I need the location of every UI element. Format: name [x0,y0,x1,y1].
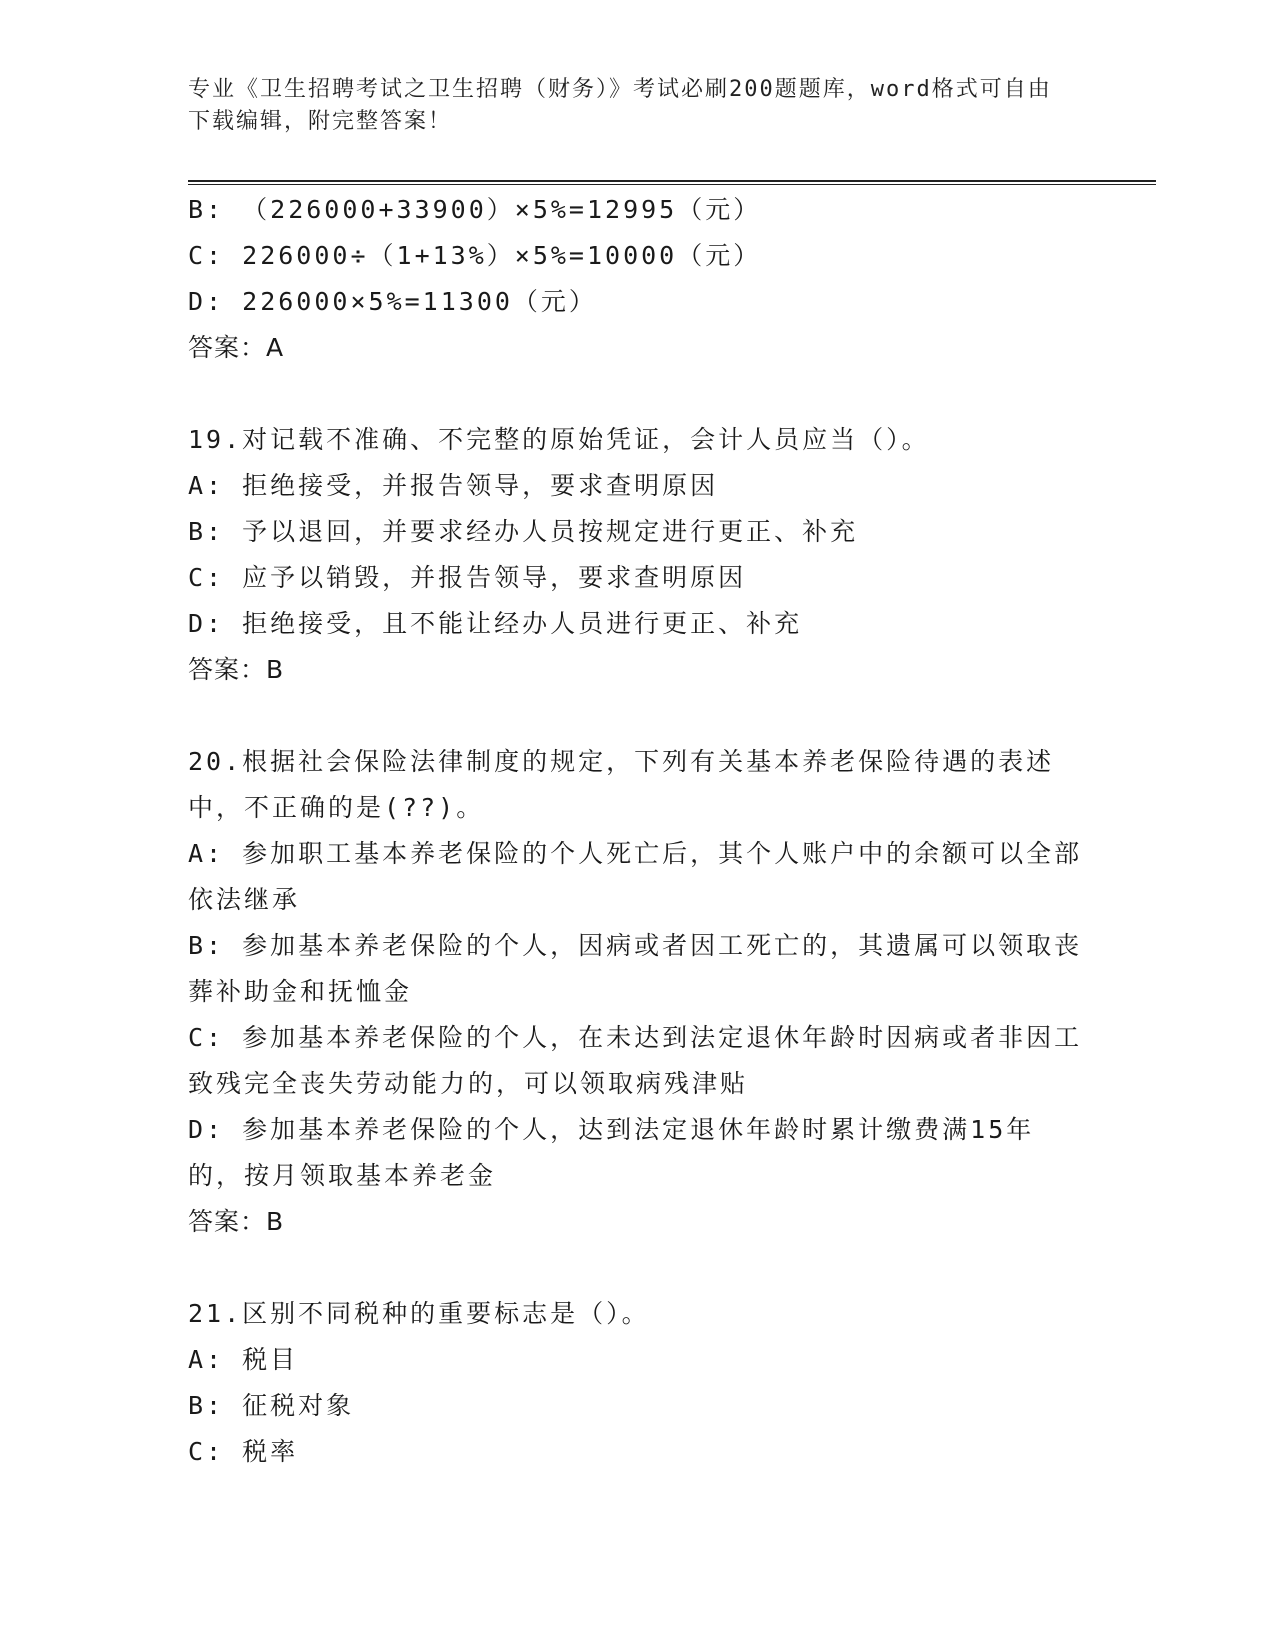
question-19-block [188,417,1088,693]
header-divider-thin [188,184,1156,185]
question-text: 19.对记载不准确、不完整的原始凭证，会计人员应当（）。 [188,425,930,454]
option-b: B: 参加基本养老保险的个人，因病或者因工死亡的，其遗属可以领取丧葬补助金和抚恤金 [188,931,1083,1006]
spacer [188,371,1088,417]
option-a: A: 参加职工基本养老保险的个人死亡后，其个人账户中的余额可以全部依法继承 [188,839,1083,914]
option-b: B: 征税对象 [188,1391,355,1420]
answer: 答案：B [188,655,285,684]
question-content [188,187,1088,1475]
option-b: B: 予以退回，并要求经办人员按规定进行更正、补充 [188,517,859,546]
answer: 答案：A [188,333,285,362]
header-divider [188,180,1156,182]
previous-question-block [188,187,1088,371]
option-c: C: 应予以销毁，并报告领导，要求查明原因 [188,563,747,592]
question-20-block [188,739,1088,1245]
option-b: B: （226000+33900）×5%=12995（元） [188,195,762,224]
answer: 答案：B [188,1207,285,1236]
option-c: C: 税率 [188,1437,299,1466]
page-header: 专业《卫生招聘考试之卫生招聘（财务）》考试必刷200题题库，word格式可自由下载编辑，附完整答案！ [188,77,1052,134]
spacer [188,1245,1088,1291]
option-c: C: 参加基本养老保险的个人，在未达到法定退休年龄时因病或者非因工致残完全丧失劳动能力的，可以领取病残津贴 [188,1023,1083,1098]
option-d: D: 参加基本养老保险的个人，达到法定退休年龄时累计缴费满15年的，按月领取基本养老金 [188,1115,1035,1190]
option-d: D: 226000×5%=11300（元） [188,287,597,316]
question-text: 21.区别不同税种的重要标志是（）。 [188,1299,650,1328]
option-a: A: 拒绝接受，并报告领导，要求查明原因 [188,471,719,500]
option-c: C: 226000÷（1+13%）×5%=10000（元） [188,241,762,270]
option-d: D: 拒绝接受，且不能让经办人员进行更正、补充 [188,609,803,638]
question-21-block [188,1291,1088,1475]
option-a: A: 税目 [188,1345,299,1374]
spacer [188,693,1088,739]
question-text: 20.根据社会保险法律制度的规定，下列有关基本养老保险待遇的表述中，不正确的是(??)。 [188,747,1055,822]
